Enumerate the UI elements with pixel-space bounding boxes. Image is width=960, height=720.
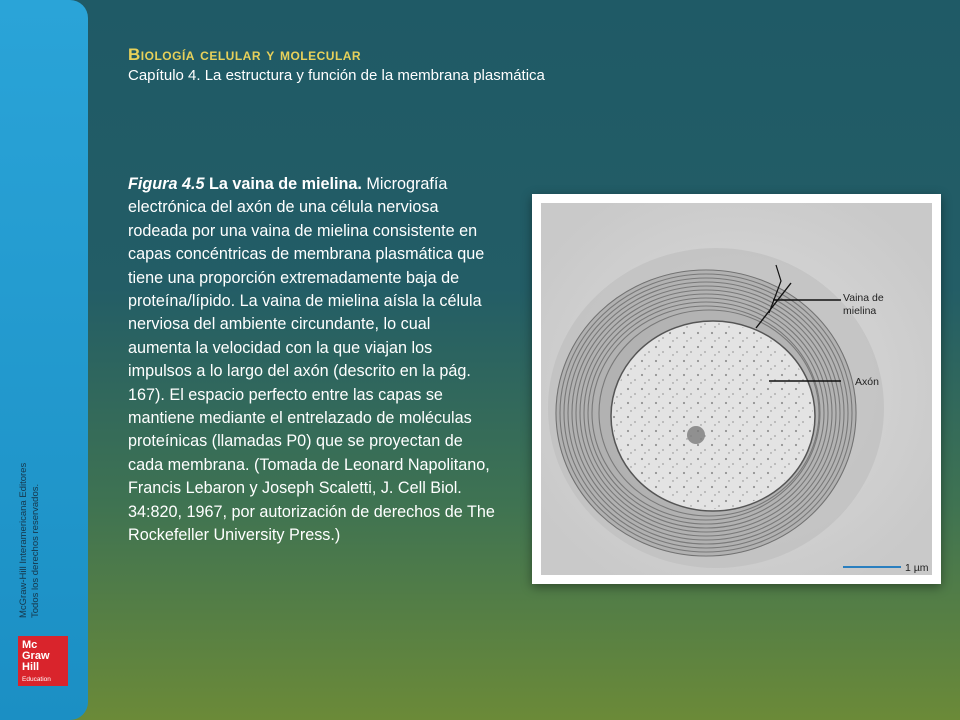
figure-label: Figura 4.5 [128,175,205,193]
chapter-title: Capítulo 4. La estructura y función de la membrana plasmática [128,67,545,84]
caption-body: Micrografía electrónica del axón de una célula nerviosa rodeada por una vaina de mielina consistente en capas concéntricas de membrana plasmática que tiene una proporción extremadamente baja de proteína/lípido. La vaina de mielina aísla la célula nerviosa del ambiente circundante, lo cual aumenta la velocidad con la que viajan los impulsos a lo largo del axón (descrito en la pág. 167). El espacio perfecto entre las capas se mantiene mediante el entrelazado de moléculas proteínicas (llamadas P0) que se proyectan de cada membrana. (Tomada de Leonard Napolitano, Francis Lebaron y Joseph Scaletti, J. Cell Biol. 34:820, 1967, por autorización de derechos de The Rockefeller University Press.) [128,175,495,545]
logo-text-3: Hill [22,661,40,673]
sheath-label-line-2: mielina [843,305,877,317]
book-title: Biología celular y molecular [128,45,362,64]
axon-label: Axón [855,376,879,388]
copyright-line-1: McGraw-Hill Interamericana Editores [18,462,29,618]
slide-header [128,45,545,84]
sidebar [0,0,88,720]
copyright-notice [20,408,76,618]
copyright-line-2: Todos los derechos reservados. [30,483,41,618]
logo-text-2: Graw [22,650,50,662]
logo-text-4: Education [22,676,51,683]
figure-title: La vaina de mielina. [208,175,362,193]
micrograph-figure [532,194,941,584]
sheath-label-line-1: Vaina de [843,292,884,304]
scale-bar-label: 1 µm [905,562,929,574]
publisher-logo [18,636,68,686]
myelin-micrograph-image [541,203,932,575]
logo-text-1: Mc [22,639,38,651]
figure-caption [128,173,496,548]
